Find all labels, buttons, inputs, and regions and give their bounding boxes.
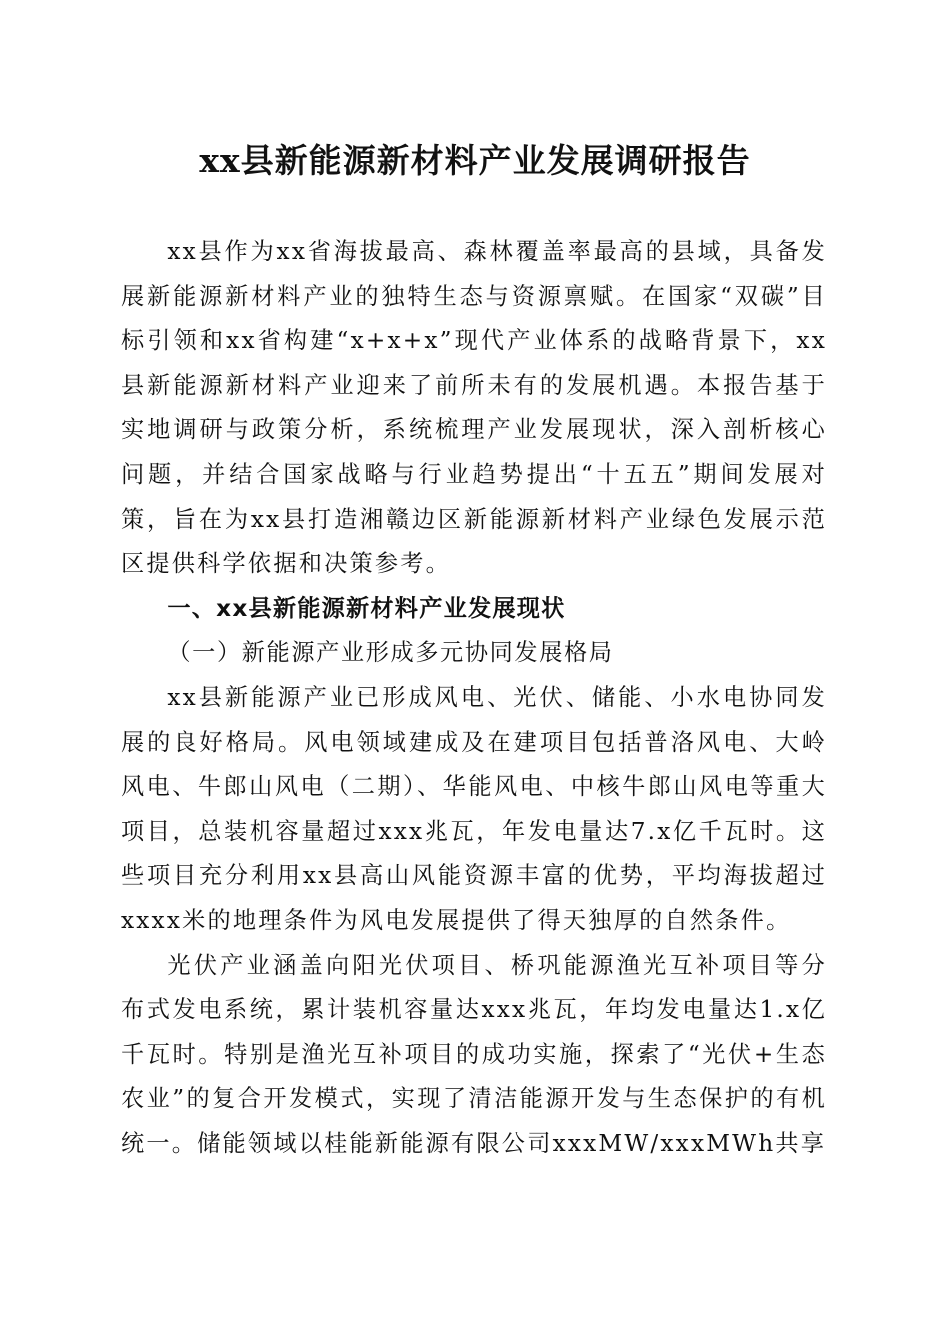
subsection-heading: （一）新能源产业形成多元协同发展格局 xyxy=(167,639,614,667)
section-heading: 一、xx县新能源新材料产业发展现状 xyxy=(167,594,566,622)
document-title: xx县新能源新材料产业发展调研报告 xyxy=(199,141,751,180)
solar-power-paragraph: 光伏产业涵盖向阳光伏项目、桥巩能源渔光互补项目等分布式发电系统，累计装机容量达xxx兆瓦，年均发电量达1.x亿千瓦时。特别是渔光互补项目的成功实施，探索了“光伏+生态农业”的复合开发模式，实现了清洁能源开发与生态保护的有机统一。储能领域以桂能新能源有限公司xxxMW/xxxMWh共享 xyxy=(121,951,827,1157)
intro-paragraph: xx县作为xx省海拔最高、森林覆盖率最高的县域，具备发展新能源新材料产业的独特生态与资源禀赋。在国家“双碳”目标引领和xx省构建“x+x+x”现代产业体系的战略背景下，xx县新能源新材料产业迎来了前所未有的发展机遇。本报告基于实地调研与政策分析，系统梳理产业发展现状，深入剖析核心问题，并结合国家战略与行业趋势提出“十五五”期间发展对策，旨在为xx县打造湘赣边区新能源新材料产业绿色发展示范区提供科学依据和决策参考。 xyxy=(121,238,827,578)
document-body xyxy=(121,230,827,1166)
wind-power-paragraph: xx县新能源产业已形成风电、光伏、储能、小水电协同发展的良好格局。风电领域建成及在建项目包括普洛风电、大岭风电、牛郎山风电（二期）、华能风电、中核牛郎山风电等重大项目，总装机容量超过xxx兆瓦，年发电量达7.x亿千瓦时。这些项目充分利用xx县高山风能资源丰富的优势，平均海拔超过xxxx米的地理条件为风电发展提供了得天独厚的自然条件。 xyxy=(121,683,827,934)
